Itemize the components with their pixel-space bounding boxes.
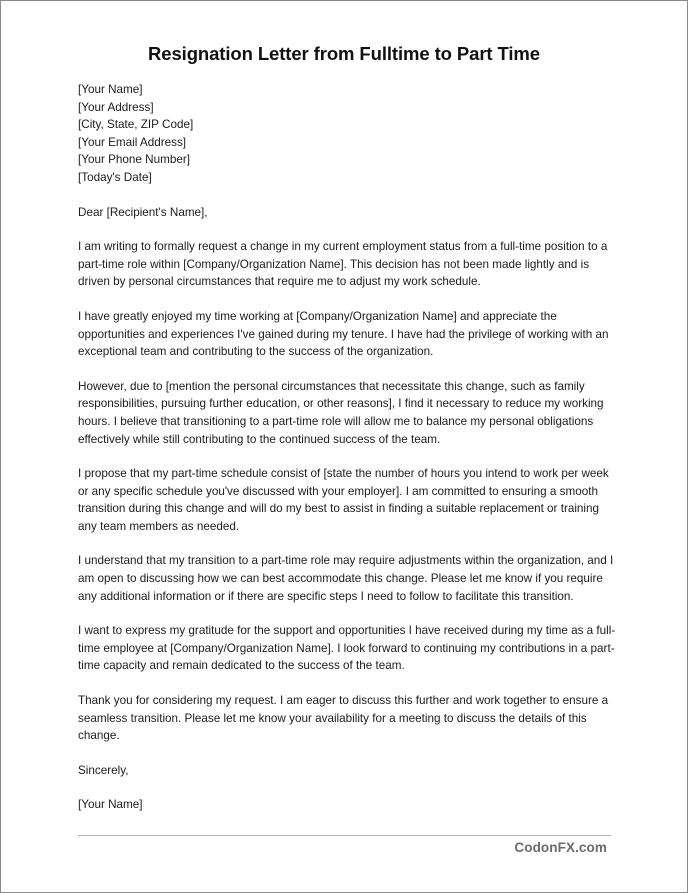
- paragraph-gratitude: I want to express my gratitude for the support and opportunities I have received during my time as a full-time employee at [Company/Organization Name]. I look forward to continuing my contributions in a part-time capacity and remain dedicated to the success of the team.: [78, 624, 616, 673]
- document-title: Resignation Letter from Fulltime to Part Time: [148, 43, 540, 64]
- paragraph-schedule: I propose that my part-time schedule consist of [state the number of hours you intend to work per week or any specific schedule you've discussed with your employer]. I am committed to ensuring a smooth transition during this change and will do my best to assist in finding a suitable replacement or training any team members as needed.: [78, 467, 609, 533]
- salutation: Dear [Recipient's Name],: [78, 205, 208, 219]
- paragraph-reason: However, due to [mention the personal circumstances that necessitate this change, such as family responsibilities, pursuing further education, or other reasons], I find it necessary to reduce my working hours. I believe that transitioning to a part-time role will allow me to balance my personal obligations effectively while still contributing to the continued success of the team.: [78, 379, 604, 446]
- sender-email: [Your Email Address]: [78, 135, 187, 149]
- signature-name: [Your Name]: [78, 798, 143, 812]
- closing: Sincerely,: [78, 763, 129, 777]
- paragraph-thanks: Thank you for considering my request. I am eager to discuss this further and work together to ensure a seamless transition. Please let me know your availability for a meeting to discuss the details of this change.: [78, 694, 609, 743]
- paragraph-request: I am writing to formally request a change in my current employment status from a full-time position to a part-time role within [Company/Organization Name]. This decision has not been made lightly and is driven by personal circumstances that require me to adjust my work schedule.: [78, 240, 608, 289]
- sender-block: [78, 81, 618, 187]
- footer-brand: CodonFX.com: [514, 840, 607, 855]
- sender-phone: [Your Phone Number]: [78, 153, 190, 167]
- sender-name: [Your Name]: [78, 83, 143, 96]
- sender-city-state-zip: [City, State, ZIP Code]: [78, 118, 194, 132]
- paragraph-appreciation: I have greatly enjoyed my time working at [Company/Organization Name] and appreciate the opportunities and experiences I've gained during my tenure. I have had the privilege of working with an exceptional team and contributing to the success of the organization.: [78, 309, 609, 359]
- sender-address: [Your Address]: [78, 100, 154, 114]
- letter-body: [78, 81, 618, 814]
- footer-divider: [78, 835, 611, 836]
- paragraph-adjustments: I understand that my transition to a part-time role may require adjustments within the organization, and I am open to discussing how we can best accommodate this change. Please let me know if you require any additional information or if there are specific steps I need to follow to facilitate this transition.: [78, 554, 614, 603]
- sender-date: [Today's Date]: [78, 170, 152, 184]
